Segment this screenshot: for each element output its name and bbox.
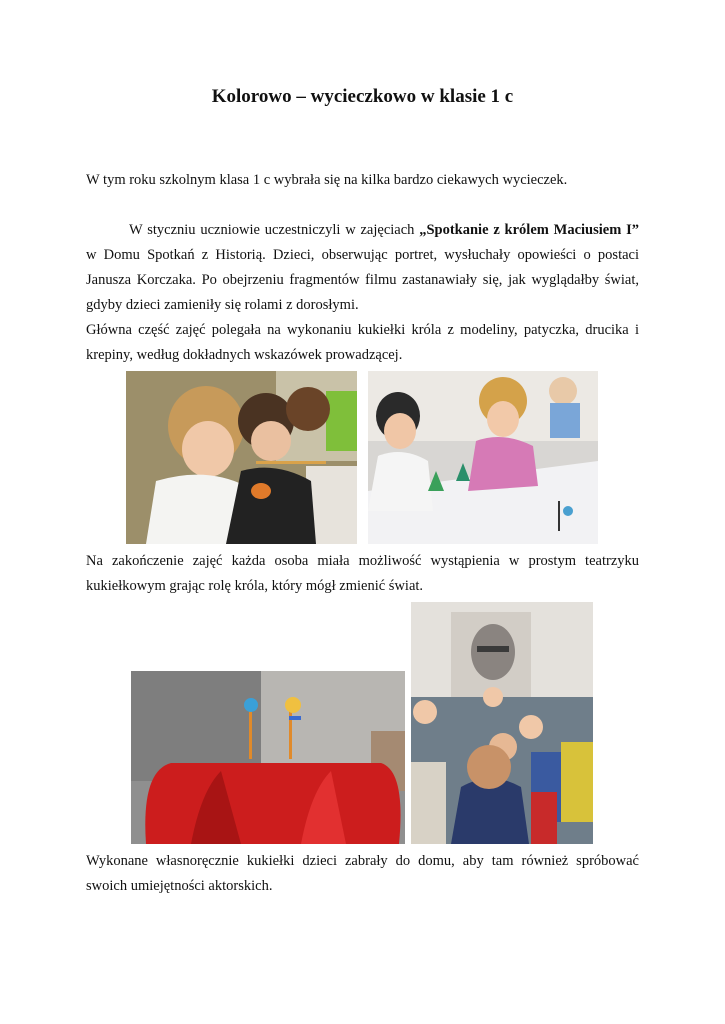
workshop-name: „Spotkanie z królem Maciusiem I” (419, 222, 639, 238)
paragraph-workshop (86, 218, 639, 318)
paragraph-workshop-lead: W styczniu uczniowie uczestniczyli w zajęciach (129, 222, 420, 238)
photo-children-making-puppets (126, 371, 357, 544)
photo-children-watching-presentation (411, 602, 593, 844)
photo-children-at-table (368, 371, 598, 544)
intro-paragraph: W tym roku szkolnym klasa 1 c wybrała się na kilka bardzo ciekawych wycieczek. (86, 172, 568, 188)
paragraph-take-home: Wykonane własnoręcznie kukiełki dzieci zabrały do domu, aby tam również spróbować swoich umiejętności aktorskich. (86, 853, 639, 894)
document-title: Kolorowo – wycieczkowo w klasie 1 c (211, 86, 514, 107)
paragraph-puppet-theatre: Na zakończenie zajęć każda osoba miała możliwość wystąpienia w prostym teatrzyku kukiełkowym grając rolę króla, który mógł zmienić świat. (86, 553, 639, 594)
paragraph-puppet-making: Główna część zajęć polegała na wykonaniu kukiełki króla z modeliny, patyczka, drucika i krepiny, według dokładnych wskazówek prowadzącej. (86, 322, 639, 363)
photo-puppet-theatre (131, 671, 405, 844)
paragraph-workshop-rest: w Domu Spotkań z Historią. Dzieci, obserwując portret, wysłuchały opowieści o postaci Janusza Korczaka. Po obejrzeniu fragmentów filmu zastanawiały się, jak wyglądałby świat, gdyby dzieci zamieniły się rolami z dorosłymi. (86, 247, 639, 313)
